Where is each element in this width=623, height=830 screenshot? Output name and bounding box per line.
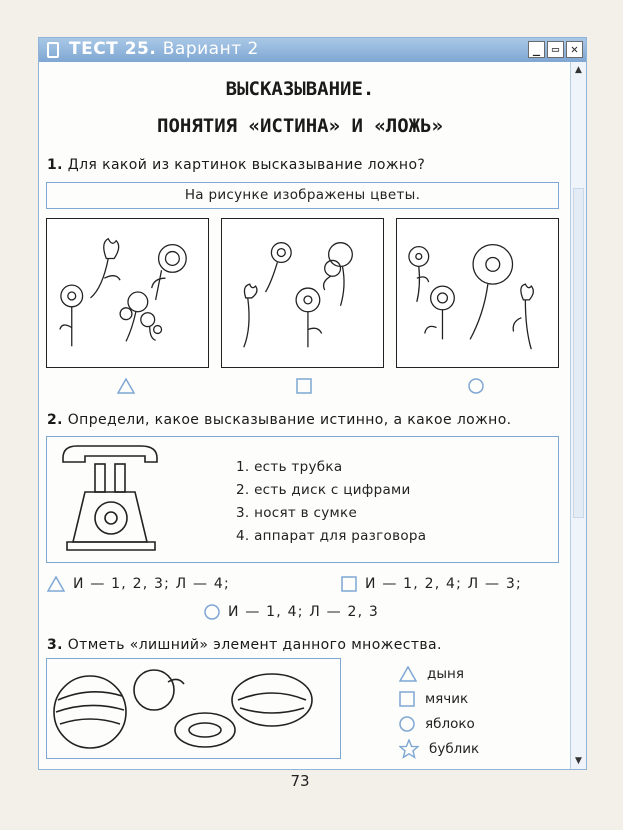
circle-icon (204, 604, 220, 620)
answer-option-triangle[interactable] (47, 576, 230, 592)
question-1 (47, 157, 425, 173)
answer-text-1: И — 1, 2, 3; Л — 4; (73, 576, 230, 592)
scrollbar-thumb[interactable] (573, 188, 584, 518)
close-button[interactable]: ✕ (566, 41, 583, 58)
triangle-option-1[interactable] (117, 378, 135, 394)
option-bagel-label: бублик (429, 741, 480, 757)
star-icon (399, 739, 419, 759)
flowers-picture-1 (46, 218, 209, 368)
scroll-down-icon[interactable]: ▼ (575, 756, 582, 766)
document-icon (47, 42, 59, 58)
question-1-number: 1. (47, 157, 63, 173)
answer-option-square[interactable] (341, 576, 522, 592)
minimize-button[interactable]: _ (528, 41, 545, 58)
heading-line1: ВЫСКАЗЫВАНИЕ. (225, 78, 375, 100)
question-1-text: Для какой из картинок высказывание ложно? (67, 157, 426, 173)
option-bagel[interactable] (399, 739, 479, 759)
question-3 (47, 637, 442, 653)
restore-button[interactable]: ▭ (547, 41, 564, 58)
question-3-number: 3. (47, 637, 63, 653)
option-ball-label: мячик (425, 691, 469, 707)
question-2 (47, 412, 512, 428)
option-melon[interactable] (399, 666, 464, 682)
option-ball[interactable] (399, 691, 468, 707)
property-3: 3. носят в сумке (236, 505, 358, 521)
heading-line2: ПОНЯТИЯ «ИСТИНА» И «ЛОЖЬ» (157, 115, 443, 137)
vertical-scrollbar[interactable] (570, 62, 586, 769)
title-bar (39, 38, 586, 62)
option-apple[interactable] (399, 716, 475, 732)
triangle-icon (47, 576, 65, 592)
flowers-picture-3 (396, 218, 559, 368)
circle-option-1[interactable] (468, 378, 484, 394)
triangle-icon (399, 666, 417, 682)
window-controls (528, 41, 583, 58)
scroll-up-icon[interactable]: ▲ (575, 65, 582, 75)
square-option-1[interactable] (296, 378, 312, 394)
statement-box: На рисунке изображены цветы. (46, 182, 559, 209)
question-3-text: Отметь «лишний» элемент данного множества. (67, 637, 442, 653)
window-title (69, 39, 259, 59)
question-2-number: 2. (47, 412, 63, 428)
flowers-illustration-2 (222, 219, 383, 367)
property-2: 2. есть диск с цифрами (236, 482, 411, 498)
property-1: 1. есть трубка (236, 459, 343, 475)
square-icon (399, 691, 415, 707)
answer-text-2: И — 1, 2, 4; Л — 3; (365, 576, 522, 592)
circle-icon (399, 716, 415, 732)
answer-option-circle[interactable] (204, 604, 379, 620)
page-number: 73 (290, 772, 310, 790)
title-variant: Вариант 2 (162, 39, 259, 59)
flowers-picture-2 (221, 218, 384, 368)
option-melon-label: дыня (427, 666, 464, 682)
telephone-illustration (55, 440, 165, 555)
properties-list (236, 456, 426, 548)
question-2-text: Определи, какое высказывание истинно, а какое ложно. (67, 412, 512, 428)
option-apple-label: яблоко (425, 716, 475, 732)
title-main: ТЕСТ 25. (69, 39, 157, 59)
flowers-illustration-1 (47, 219, 208, 367)
square-icon (341, 576, 357, 592)
answer-text-3: И — 1, 4; Л — 2, 3 (228, 604, 379, 620)
objects-illustration (50, 660, 338, 756)
property-4: 4. аппарат для разговора (236, 528, 427, 544)
flowers-illustration-3 (397, 219, 558, 367)
